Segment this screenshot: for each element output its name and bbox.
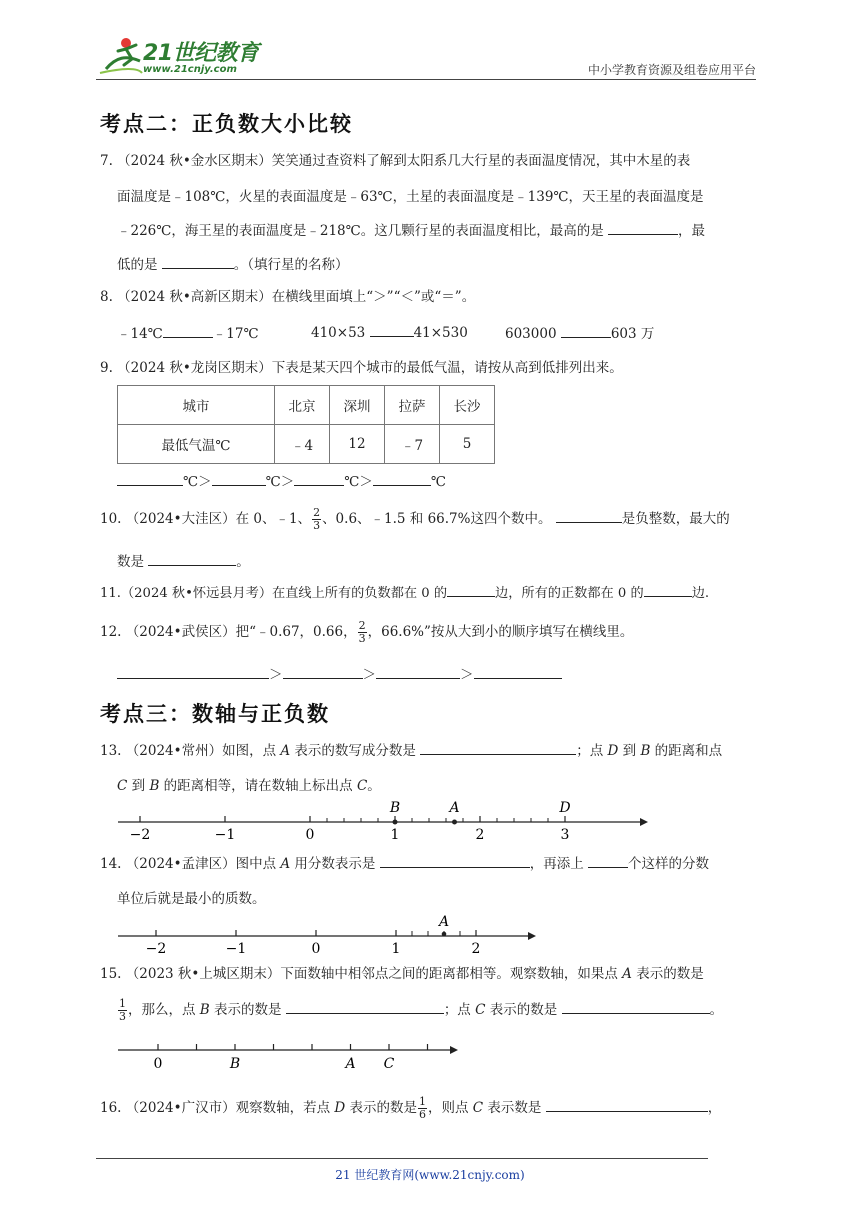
q12-fraction	[358, 620, 367, 645]
q11-text-c: 边.	[691, 586, 710, 601]
q8-c2-right: 41×530	[413, 325, 468, 341]
q7-line4-tail: 。（填行星的名称）	[233, 257, 349, 273]
fraction-denominator: 3	[313, 519, 321, 532]
q10-text-a: 10. （2024•大洼区）在 0、﹣1、	[100, 511, 312, 527]
table-cell: 深圳	[330, 386, 385, 425]
table-cell: ﹣7	[385, 425, 440, 464]
q10-line2	[117, 550, 250, 570]
q14-text-d: 个这样的分数	[628, 856, 710, 872]
point-c-label: C	[117, 778, 128, 794]
q10-fraction	[312, 507, 321, 532]
q15-text-d: ；点	[443, 1002, 476, 1018]
q16-text-d: 表示数是	[483, 1100, 546, 1116]
tick-label: B	[229, 1056, 241, 1072]
q8-blank-3[interactable]	[561, 323, 611, 338]
point-d-label: D	[607, 743, 619, 759]
fraction-numerator: 1	[119, 997, 126, 1010]
q15-blank-1[interactable]	[286, 999, 444, 1014]
point-a-label: A	[622, 966, 632, 982]
fraction-numerator: 1	[419, 1095, 426, 1108]
footer-divider	[96, 1158, 708, 1159]
q12-line1	[100, 620, 633, 645]
point-b-label: B	[199, 1002, 210, 1018]
point-marker	[452, 820, 457, 825]
q10-blank-1[interactable]	[556, 508, 622, 523]
q13-text-a: 13. （2024•常州）如图，点	[100, 743, 281, 759]
table-cell: ﹣4	[275, 425, 330, 464]
q7-blank-lowest[interactable]	[162, 254, 234, 269]
q10-text-d: 数是	[117, 554, 149, 570]
temperature-table	[117, 385, 495, 464]
tick-label: 1	[390, 827, 400, 843]
point-c-label: C	[472, 1100, 484, 1116]
table-cell: 城市	[118, 386, 275, 425]
table-cell: 5	[440, 425, 495, 464]
point-c-label: C	[356, 778, 368, 794]
fraction-numerator: 2	[358, 619, 366, 632]
q9-unit: ℃＞	[265, 474, 295, 490]
point-label: B	[389, 800, 401, 816]
point-label: D	[559, 800, 571, 816]
axis-arrow-icon	[528, 932, 536, 940]
q8-c1-right: ﹣17℃	[212, 326, 259, 342]
tick-label: C	[383, 1056, 395, 1072]
platform-title: 中小学教育资源及组卷应用平台	[587, 63, 756, 77]
tick-label: 0	[305, 827, 315, 843]
q14-text-a: 14. （2024•孟津区）图中点	[100, 856, 281, 872]
q15-fraction	[118, 998, 127, 1023]
point-marker	[393, 820, 398, 825]
q10-text-e: 。	[236, 554, 250, 570]
table-cell: 12	[330, 425, 385, 464]
q14-line1	[100, 853, 709, 874]
q8-blank-1[interactable]	[163, 323, 213, 338]
q8-c3-right: 603 万	[610, 326, 655, 342]
q9-blank-4[interactable]	[373, 471, 431, 486]
section-title-2: 考点二：正负数大小比较	[100, 112, 353, 136]
q15-text-e: 表示的数是	[485, 1002, 562, 1018]
q10-text-c: 是负整数，最大的	[621, 511, 730, 527]
q13-line1	[100, 740, 722, 761]
q11-text-a: 11.（2024 秋•怀远县月考）在直线上所有的负数都在 0 的	[100, 586, 448, 601]
q9-unit-last: ℃	[430, 474, 446, 490]
q8-compare-2	[311, 322, 468, 341]
q14-text-b: 用分数表示是	[290, 856, 380, 872]
q12-text-a: 12. （2024•武侯区）把“﹣0.67，0.66，	[100, 624, 357, 640]
axis-arrow-icon	[450, 1046, 458, 1054]
table-cell: 拉萨	[385, 386, 440, 425]
q14-text-c: ，再添上	[529, 856, 589, 872]
fraction-denominator: 6	[419, 1108, 426, 1121]
point-marker	[442, 932, 447, 937]
q15-text-a: 15. （2023 秋•上城区期末）下面数轴中相邻点之间的距离都相等。观察数轴，如果点	[100, 966, 623, 982]
q10-text-b: 、0.6、﹣1.5 和 66.7%这四个数中。	[322, 511, 556, 527]
table-cell: 最低气温℃	[118, 425, 275, 464]
q8-c1-left: ﹣14℃	[117, 326, 163, 342]
q10-blank-2[interactable]	[148, 551, 236, 566]
table-header-row	[118, 386, 495, 425]
q9-line1: 9. （2024 秋•龙岗区期末）下表是某天四个城市的最低气温，请按从高到低排列出来。	[100, 360, 623, 376]
q16-text-a: 16. （2024•广汉市）观察数轴，若点	[100, 1100, 335, 1116]
q13-text-f: 到	[127, 778, 150, 794]
q13-line2	[117, 774, 381, 794]
tick-label: −2	[129, 827, 151, 843]
q15-line1	[100, 964, 704, 984]
q10-line1	[100, 507, 730, 532]
q7-line3	[117, 219, 705, 239]
tick-label: 2	[475, 827, 485, 843]
q7-line4	[117, 253, 349, 273]
q14-blank-1[interactable]	[380, 853, 530, 868]
q13-text-h: 。	[367, 778, 381, 794]
tick-label: −1	[225, 941, 247, 957]
tick-label: 1	[391, 941, 401, 957]
q8-c3-left: 603000	[505, 326, 561, 342]
q9-unit: ℃＞	[344, 474, 373, 490]
q13-text-g: 的距离相等，请在数轴上标出点	[159, 778, 357, 794]
q11-line	[100, 582, 709, 604]
q15-blank-2[interactable]	[562, 999, 710, 1014]
table-cell: 北京	[275, 386, 330, 425]
footer-text: 21 世纪教育网(www.21cnjy.com)	[335, 1168, 525, 1182]
q7-line3-tail: ，最	[678, 223, 706, 239]
q12-gt: ＞	[362, 667, 376, 683]
q12-blank-4[interactable]	[474, 664, 562, 679]
q16-text-b: 表示的数是	[345, 1100, 417, 1116]
q12-answer-line	[117, 663, 562, 683]
tick-label: A	[345, 1056, 356, 1072]
q12-blank-2[interactable]	[283, 664, 363, 679]
q11-blank-2[interactable]	[644, 582, 692, 597]
tick-label: 2	[471, 941, 481, 957]
q9-answer-line	[117, 470, 446, 490]
point-c-label: C	[475, 1002, 486, 1018]
tick-label: 0	[153, 1056, 163, 1072]
q15-text-c: 表示的数是	[209, 1002, 286, 1018]
q14-blank-2[interactable]	[588, 853, 628, 868]
q16-text-e: ，	[707, 1100, 722, 1116]
q14-number-line	[110, 908, 540, 958]
point-b-label: B	[640, 743, 651, 759]
q7-line3-text: ﹣226℃，海王星的表面温度是﹣218℃。这几颗行星的表面温度相比，最高的是	[117, 223, 609, 239]
q9-blank-1[interactable]	[117, 471, 183, 486]
q13-text-c: ；点	[576, 743, 608, 759]
q13-number-line	[110, 796, 650, 846]
tick-label: −1	[214, 827, 236, 843]
q8-compare-1	[117, 322, 259, 342]
q13-blank-1[interactable]	[420, 740, 576, 755]
q11-blank-1[interactable]	[447, 582, 495, 597]
q7-line2: 面温度是﹣108℃，火星的表面温度是﹣63℃，土星的表面温度是﹣139℃，天王星的表面温度是	[117, 189, 704, 205]
q12-gt: ＞	[269, 667, 283, 683]
tick-label: 0	[311, 941, 321, 957]
q15-line2	[117, 998, 723, 1023]
q8-line1: 8. （2024 秋•高新区期末）在横线里面填上“＞”“＜”或“＝”。	[100, 289, 476, 305]
header-divider	[96, 79, 756, 80]
point-d-label: D	[334, 1100, 346, 1116]
q16-text-c: ，则点	[428, 1100, 473, 1116]
q7-blank-highest[interactable]	[608, 220, 678, 235]
q9-blank-3[interactable]	[294, 471, 344, 486]
q9-blank-2[interactable]	[212, 471, 266, 486]
q8-c2-left: 410×53	[311, 325, 370, 341]
q14-line2: 单位后就是最小的质数。	[117, 891, 266, 907]
fraction-denominator: 3	[358, 632, 366, 645]
table-cell: 长沙	[440, 386, 495, 425]
q12-blank-1[interactable]	[117, 664, 269, 679]
axis-arrow-icon	[640, 818, 648, 826]
q15-text-f: 。	[709, 1002, 724, 1018]
q15-number-line	[110, 1038, 460, 1074]
fraction-numerator: 2	[313, 506, 321, 519]
q13-text-d: 到	[618, 743, 641, 759]
table-row	[118, 425, 495, 464]
q15-text-b: 表示的数是	[631, 966, 704, 982]
q12-blank-3[interactable]	[376, 664, 460, 679]
point-a-label: A	[280, 743, 291, 759]
q16-fraction	[418, 1096, 427, 1121]
q15-text-b: ，那么，点	[128, 1002, 200, 1018]
logo-url: www.21cnjy.com	[143, 64, 237, 75]
q8-compare-3	[505, 322, 654, 342]
logo-text: 21世纪教育	[143, 41, 259, 66]
q16-line	[100, 1096, 721, 1121]
q16-blank-1[interactable]	[546, 1097, 708, 1112]
point-label: A	[449, 800, 460, 816]
q7-line1: 7. （2024 秋•金水区期末）笑笑通过查资料了解到太阳系几大行星的表面温度情况，其中木星的表	[100, 153, 691, 169]
point-label: A	[438, 914, 450, 930]
tick-label: 3	[560, 827, 570, 843]
q7-line4-text: 低的是	[117, 257, 162, 273]
point-b-label: B	[149, 778, 160, 794]
q9-unit: ℃＞	[183, 474, 212, 490]
q12-gt: ＞	[460, 667, 474, 683]
tick-label: −2	[145, 941, 167, 957]
fraction-denominator: 3	[119, 1010, 126, 1023]
q12-text-b: ，66.6%”按从大到小的顺序填写在横线里。	[367, 624, 634, 640]
q13-text-b: 表示的数写成分数是	[290, 743, 421, 759]
q8-blank-2[interactable]	[370, 322, 414, 337]
q11-text-b: 边，所有的正数都在 0 的	[495, 586, 644, 601]
section-title-3: 考点三：数轴与正负数	[100, 702, 330, 726]
q13-text-e: 的距离和点	[650, 743, 723, 759]
point-a-label: A	[280, 856, 291, 872]
